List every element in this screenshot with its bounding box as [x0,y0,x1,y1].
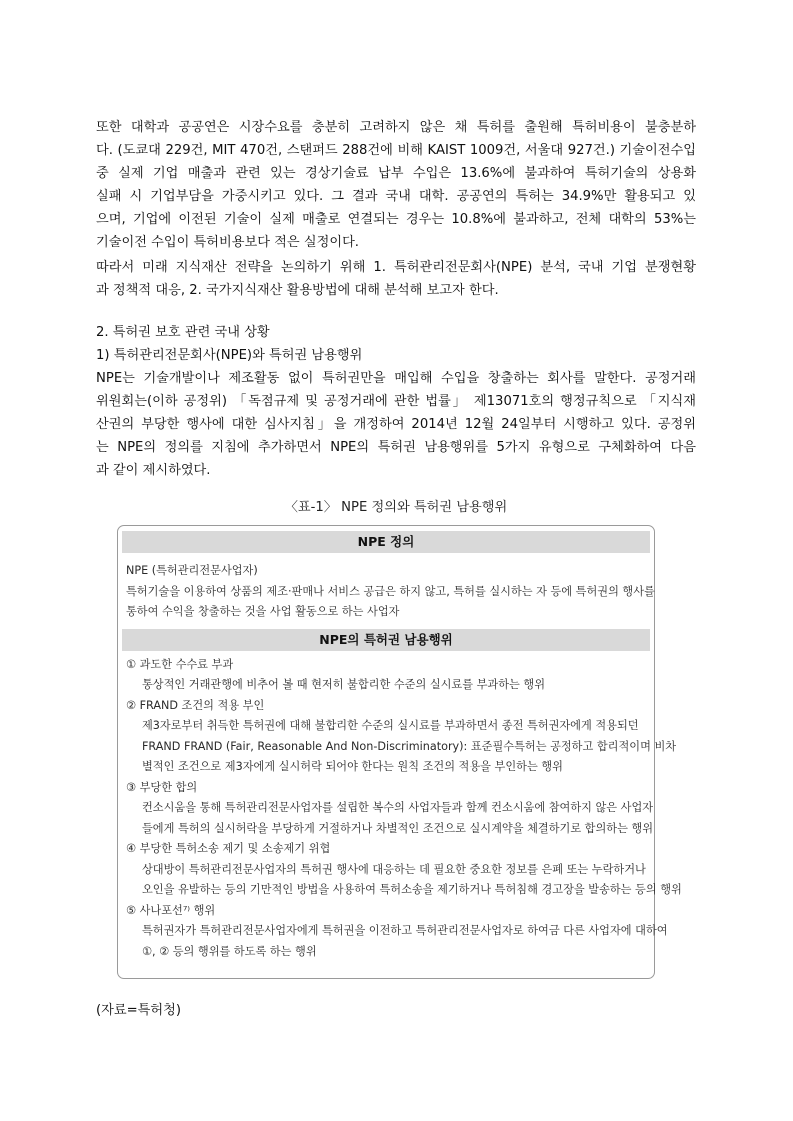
subsection-heading: 1) 특허관리전문회사(NPE)와 특허권 남용행위 [96,348,363,363]
abuse-item [124,696,677,778]
abuse-description: FRAND FRAND (Fair, Reasonable And Non-Discriminatory): 표준필수특허는 공정하고 합리적이며 비차 [142,739,677,753]
text-line: 다. (도쿄대 229건, MIT 470건, 스탠퍼드 288건에 비해 KAIST 1009건, 서울대 927건.) 기술이전수입 [96,142,696,158]
abuse-title: ④ 부당한 특허소송 제기 및 소송제기 위협 [126,842,331,855]
definition-line: 통하여 수익을 창출하는 것을 사업 활동으로 하는 사업자 [126,605,400,618]
text-line: 기술이전 수입이 특허비용보다 적은 실정이다. [96,234,360,250]
abuse-item [124,778,654,840]
abuse-section [122,651,682,963]
abuse-description: 별적인 조건으로 제3자에게 실시허락 되어야 한다는 원칙 조건의 적용을 부인하는 행위 [142,760,563,773]
text-line: 산권의 부당한 행사에 대한 심사지침」을 개정하여 2014년 12월 24일부터 시행하고 있다. 공정위 [96,416,696,432]
definition-line: NPE (특허관리전문사업자) [126,564,258,577]
text-line: 또한 대학과 공공연은 시장수요를 충분히 고려하지 않은 채 특허를 출원해 특허비용이 불충분하 [96,120,696,135]
text-line: NPE는 기술개발이나 제조활동 없이 특허권만을 매입해 수입을 창출하는 회사를 말한다. 공정거래 [96,371,696,386]
abuse-item [124,655,648,696]
table-caption: 〈표-1〉 NPE 정의와 특허권 남용행위 [284,500,508,515]
definition-section [122,553,655,629]
text-line: 과 정책적 대응, 2. 국가지식재산 활용방법에 대해 분석해 보고자 한다. [96,282,499,298]
text-line: 는 NPE의 정의를 지침에 추가하면서 NPE의 특허권 남용행위를 5가지 유형으로 구체화하여 다음 [96,439,696,455]
abuse-item [124,901,668,963]
abuse-description: 상대방이 특허관리전문사업자의 특허권 행사에 대응하는 데 필요한 중요한 정보를 은폐 또는 누락하거나 [142,862,646,876]
paragraph-3 [96,368,696,483]
abuse-description: 들에게 특허의 실시허락을 부당하게 거절하거나 차별적인 조건으로 실시계약을 체결하기로 합의하는 행위 [142,821,654,835]
abuse-description: 특허권자가 특허관리전문사업자에게 특허권을 이전하고 특허관리전문사업자로 하여금 다른 사업자에 대하여 [142,924,668,937]
text-line: 과 같이 제시하였다. [96,462,211,478]
text-line: 위원회는(이하 공정위) 「독점규제 및 공정거래에 관한 법률」 제13071호의 행정규칙으로 「지식재 [96,393,696,409]
definition-line: 특허기술을 이용하여 상품의 제조·판매나 서비스 공급은 하지 않고, 특허를 실시하는 자 등에 특허권의 행사를 [126,584,655,598]
abuse-description: 컨소시움을 통해 특허관리전문사업자를 설립한 복수의 사업자들과 함께 컨소시움에 참여하지 않은 사업자 [142,801,654,814]
abuse-title: ① 과도한 수수료 부과 [126,657,234,671]
paragraph-2 [96,257,696,303]
paragraph-1 [96,117,696,254]
source-note: (자료=특허청) [96,1003,182,1018]
text-line: 따라서 미래 지식재산 전략을 논의하기 위해 1. 특허관리전문회사(NPE) 분석, 국내 기업 분쟁현황 [96,260,696,275]
text-line: 실패 시 기업부담을 가중시키고 있다. 그 결과 국내 대학. 공공연의 특허는 34.9%만 활용되고 있 [96,188,696,204]
abuse-description: 오인을 유발하는 등의 기만적인 방법을 사용하여 특허소송을 제기하거나 특허침해 경고장을 발송하는 등의 행위 [142,883,682,896]
abuse-header: NPE의 특허권 남용행위 [122,629,650,651]
text-line: 으며, 기업에 이전된 기술이 실제 매출로 연결되는 경우는 10.8%에 불과하고, 전체 대학의 53%는 [96,211,696,227]
abuse-title: ⑤ 사나포선⁷⁾ 행위 [126,903,216,917]
abuse-title: ② FRAND 조건의 적용 부인 [126,698,265,712]
definition-header: NPE 정의 [122,531,650,553]
text-line: 중 실제 기업 매출과 관련 있는 경상기술료 납부 수입은 13.6%에 불과하여 특허기술의 상용화 [96,165,696,181]
abuse-description: ①, ② 등의 행위를 하도록 하는 행위 [142,944,317,958]
abuse-item [124,839,682,901]
abuse-description: 제3자로부터 취득한 특허권에 대해 불합리한 수준의 실시료를 부과하면서 종전 특허권자에게 적용되던 [142,719,639,732]
npe-table [117,525,682,979]
section-heading: 2. 특허권 보호 관련 국내 상황 [96,325,270,340]
abuse-title: ③ 부당한 합의 [126,780,198,794]
abuse-description: 통상적인 거래관행에 비추어 볼 때 현저히 불합리한 수준의 실시료를 부과하는 행위 [142,678,546,691]
